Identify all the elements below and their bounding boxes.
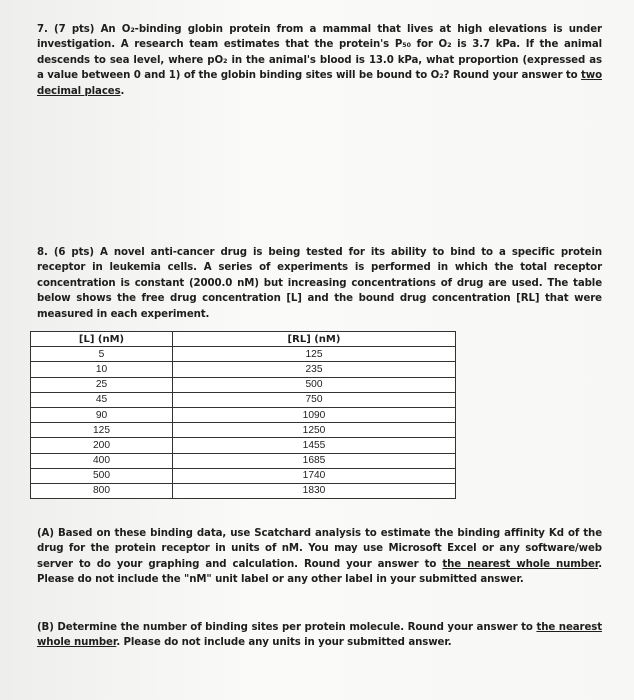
table-cell-l: 25 [31,377,173,392]
table-row [31,347,456,362]
table-cell-l: 10 [31,362,173,377]
question-8a-round-lead: Round your answer to [303,558,437,570]
table-cell-l: 45 [31,392,173,407]
question-8 [37,245,602,322]
table-body [31,347,456,499]
table-cell-l: 400 [31,453,173,468]
question-8b [37,620,602,651]
table-cell-rl: 1685 [173,453,456,468]
table-cell-l: 5 [31,347,173,362]
table-row [31,483,456,498]
binding-data-table [30,331,456,499]
table-cell-rl: 1250 [173,423,456,438]
question-8b-round-target: the nearest whole number [37,622,603,649]
question-8a-round-target: the nearest whole number [442,558,599,570]
table-cell-rl: 235 [173,362,456,377]
table-row [31,377,456,392]
question-8b-round-lead: Round your answer to [407,622,533,633]
table-row [31,362,456,377]
table-cell-l: 90 [31,407,173,422]
table-row [31,438,456,453]
table-cell-l: 800 [31,483,173,498]
table-cell-l: 500 [31,468,173,483]
table-cell-rl: 1090 [173,407,456,422]
question-8b-text: (B) Determine the number of binding sites per protein molecule. [37,622,404,633]
table-row [31,453,456,468]
table-row [31,468,456,483]
table-row [31,407,456,422]
question-7-round-end: . [120,85,125,97]
header-free-ligand: [L] (nM) [31,332,173,347]
table-cell-rl: 1740 [173,468,456,483]
question-8a-round-end: . Please do not include the "nM" unit label or any other label in your submitted answer. [37,558,603,586]
question-7-round-target: two decimal places [37,70,602,97]
table-cell-rl: 1455 [173,438,456,453]
question-8a [37,526,602,588]
table-cell-rl: 750 [173,392,456,407]
table-cell-rl: 500 [173,377,456,392]
table-cell-l: 200 [31,438,173,453]
table-cell-rl: 125 [173,347,456,362]
table-row [31,423,456,438]
header-bound-ligand: [RL] (nM) [173,332,456,347]
table-cell-rl: 1830 [173,483,456,498]
question-8b-round-end: . Please do not include any units in your submitted answer. [116,637,452,649]
table-cell-l: 125 [31,423,173,438]
question-8a-text: (A) Based on these binding data, use Scatchard analysis to estimate the binding affinity Kd of the drug for the protein receptor in units of nM. You may use Microsoft Excel or any software/web server to do your graphing and calculation. [37,528,602,570]
table-row [31,392,456,407]
question-8-text: 8. (6 pts) A novel anti-cancer drug is being tested for its ability to bind to a specific protein receptor in leukemia cells. A series of experiments is performed in which the total receptor concentration is constant (2000.0 nM) but increasing concentrations of drug are used. The table below shows the free drug concentration [L] and the bound drug concentration [RL] that were measured in each experiment. [37,247,602,320]
question-7 [37,22,602,99]
question-7-round-lead: Round your answer to [452,70,578,82]
table-header-row [31,332,456,347]
question-7-text: 7. (7 pts) An O₂-binding globin protein from a mammal that lives at high elevations is under investigation. A research team estimates that the protein's P₅₀ for O₂ is 3.7 kPa. If the animal descends to sea level, where pO₂ in the animal's blood is 13.0 kPa, what proportion (expressed as a value between 0 and 1) of the globin binding sites will be bound to O₂? [37,24,602,82]
